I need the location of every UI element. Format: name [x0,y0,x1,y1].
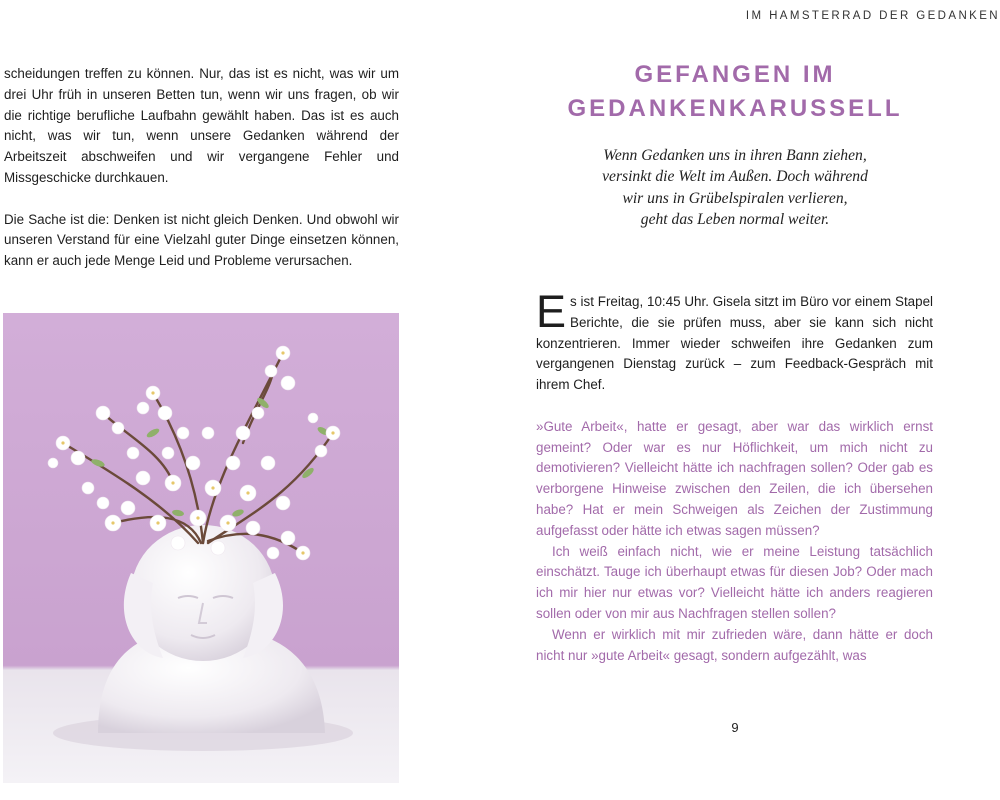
left-paragraph-1: scheidungen treffen zu können. Nur, das ist es nicht, was wir um drei Uhr früh in unseren Betten tun, wenn wir uns fragen, ob wir die richtige berufliche Laufbahn gewählt haben. Das ist es auch nicht, was wir tun, wenn unsere Gedanken während der Arbeitszeit abschweifen und wir vergangene Fehler und Missgeschicke durchkauen. [4,66,399,185]
right-page-text [536,288,933,666]
first-paragraph-text: s ist Freitag, 10:45 Uhr. Gisela sitzt im Büro vor einem Stapel Berichte, die sie prüfen muss, aber sie kann sich nicht konzentrieren. Immer wieder schweifen ihre Gedanken zum vergangenen Dienstag zurück – zum Feedback-Gespräch mit ihrem Chef. [536,294,933,393]
chapter-title-line-2: GEDANKENKARUSSELL [567,95,903,122]
lead-line-1: Wenn Gedanken uns in ihren Bann ziehen, [603,147,867,164]
flower-vase-photo [3,313,399,783]
drop-cap: E [536,286,567,337]
page-number: 9 [731,720,739,735]
lead-line-4: geht das Leben normal weiter. [640,211,830,229]
left-paragraph-2: Die Sache ist die: Denken ist nicht gleich Denken. Und obwohl wir unseren Verstand für eine Vielzahl guter Dinge einsetzen können, kann er auch jede Menge Leid und Probleme verursachen. [4,211,399,269]
thought-paragraph-2: Ich weiß einfach nicht, wie er meine Leistung tatsächlich einschätzt. Tauge ich überhaupt etwas für diesen Job? Oder mach ich mir hier nur etwas vor? Vielleicht hätte ich anders reagieren sollen oder von mir aus Nachfragen stellen sollen? [536,543,933,621]
chapter-lead [536,145,934,231]
thought-paragraph-1: »Gute Arbeit«, hatte er gesagt, aber war das wirklich ernst gemeint? Oder war es nur Höflichkeit, um mich nicht zu demotivieren? Vielleicht hätte ich nachfragen sollen? Oder gab es verborgene Hinweise zwischen den Zeilen, die ich übersehen habe? Hat er mein Schweigen als Zeichen der Zustimmung aufgefasst oder hätte ich etwas sagen müssen? [536,418,933,538]
left-page-text [4,64,399,293]
running-head: IM HAMSTERRAD DER GEDANKEN [745,10,1000,22]
chapter-title-line-1: GEFANGEN IM [634,61,836,88]
chapter-title [536,58,934,126]
lead-line-3: wir uns in Grübelspiralen verlieren, [622,189,848,207]
first-paragraph [536,288,933,396]
lead-line-2: versinkt die Welt im Außen. Doch während [602,168,868,186]
flower-vase-illustration [3,313,399,783]
thought-paragraph-3: Wenn er wirklich mit mir zufrieden wäre, dann hätte er doch nicht nur »gute Arbeit« gesagt, sondern aufgezählt, was [536,626,933,663]
